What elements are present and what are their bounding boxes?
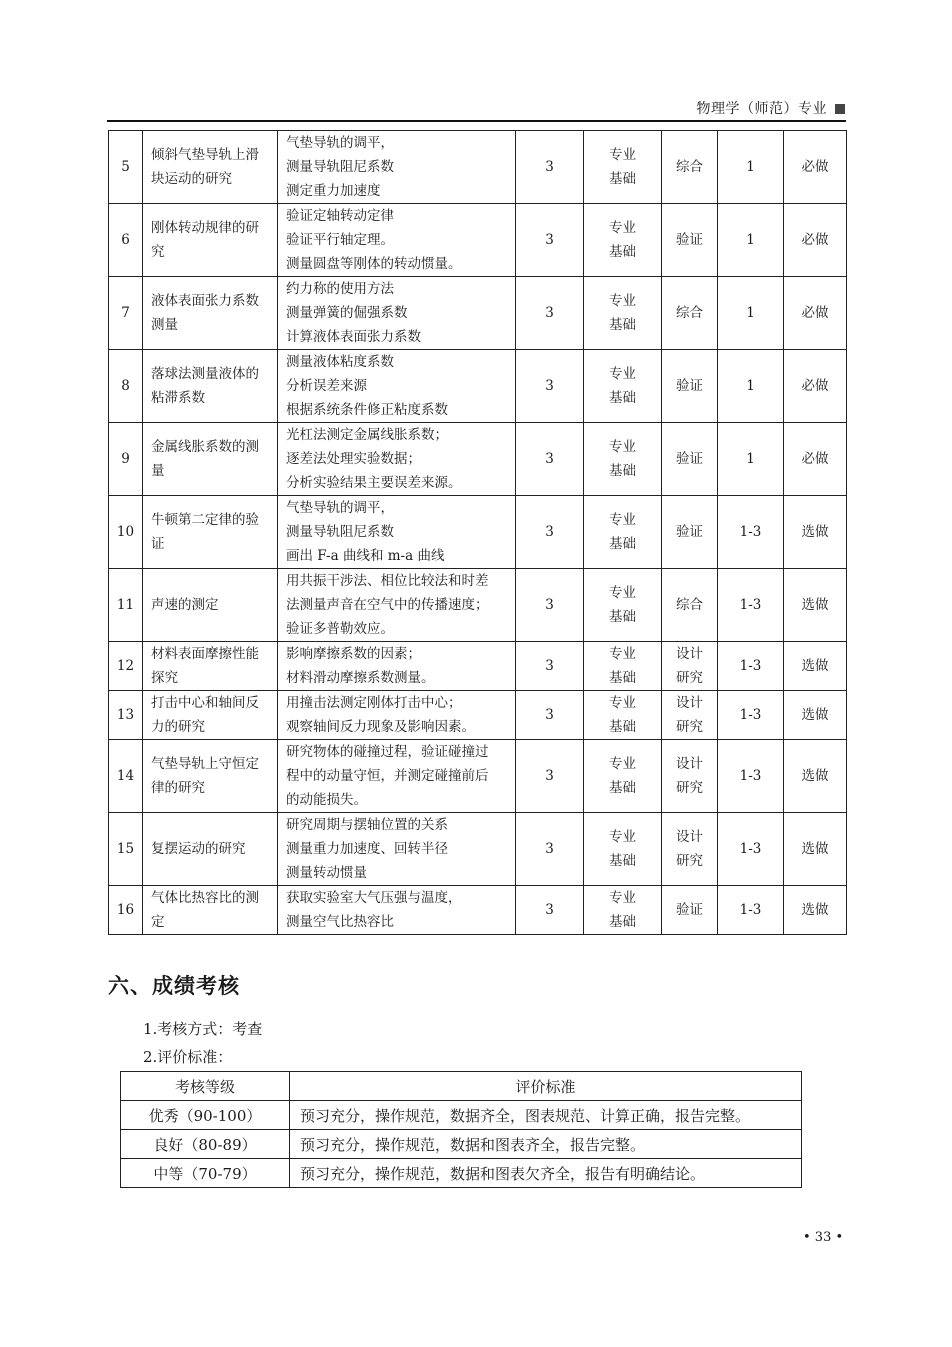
experiment-persons: 1: [718, 277, 784, 350]
experiment-hours: 3: [516, 642, 584, 691]
experiment-category-line: 基础: [609, 853, 636, 869]
experiment-content-line: 计算液体表面张力系数: [286, 329, 421, 345]
experiment-content-line: 验证多普勒效应。: [286, 621, 394, 637]
experiment-category-line: 基础: [609, 670, 636, 686]
experiment-category-line: 专业: [609, 646, 636, 662]
experiment-type-line: 验证: [676, 232, 703, 248]
experiment-category: [584, 496, 662, 569]
experiment-persons: 1: [718, 204, 784, 277]
experiment-type-line: 设计: [676, 646, 703, 662]
experiment-persons: 1: [718, 350, 784, 423]
experiment-content-line: 测量弹簧的倔强系数: [286, 305, 408, 321]
experiment-number: 7: [109, 277, 143, 350]
experiment-name-line: 倾斜气垫导轨上滑: [151, 147, 259, 163]
experiment-category-line: 专业: [609, 293, 636, 309]
experiment-content-line: 测量转动惯量: [286, 865, 367, 881]
experiment-content: [278, 350, 516, 423]
experiment-name-line: 声速的测定: [151, 597, 219, 613]
experiment-type-line: 研究: [676, 853, 703, 869]
experiment-row: [109, 813, 847, 886]
experiment-persons: 1-3: [718, 496, 784, 569]
experiment-number: 12: [109, 642, 143, 691]
experiment-row: [109, 569, 847, 642]
experiment-content-line: 程中的动量守恒，并测定碰撞前后: [286, 768, 489, 784]
experiment-name: [143, 569, 278, 642]
experiment-category: [584, 131, 662, 204]
experiment-hours: 3: [516, 277, 584, 350]
experiment-content-line: 气垫导轨的调平，: [286, 500, 394, 516]
running-header-title: 物理学（师范）专业: [696, 101, 827, 117]
experiment-persons: 1-3: [718, 740, 784, 813]
experiment-row: [109, 642, 847, 691]
experiment-content: [278, 642, 516, 691]
experiment-content: [278, 569, 516, 642]
experiment-content-line: 测定重力加速度: [286, 183, 381, 199]
experiment-name-line: 材料表面摩擦性能: [151, 646, 259, 662]
experiment-category-line: 专业: [609, 439, 636, 455]
assessment-method: 1.考核方式：考查: [143, 1020, 263, 1038]
experiment-name: [143, 886, 278, 935]
experiment-type-line: 验证: [676, 524, 703, 540]
experiment-row: [109, 131, 847, 204]
running-header: [697, 98, 846, 118]
experiment-name-line: 刚体转动规律的研: [151, 220, 259, 236]
square-bullet-icon: [835, 104, 845, 114]
experiment-type: [662, 423, 718, 496]
experiment-requirement: 选做: [784, 886, 847, 935]
experiment-content-line: 测量导轨阻尼系数: [286, 159, 394, 175]
experiment-persons: 1-3: [718, 886, 784, 935]
experiment-hours: 3: [516, 569, 584, 642]
experiment-requirement: 选做: [784, 642, 847, 691]
experiment-content-line: 气垫导轨的调平，: [286, 135, 394, 151]
experiment-category-line: 基础: [609, 171, 636, 187]
evaluation-standard-label: 2.评价标准：: [143, 1048, 233, 1066]
experiment-content: [278, 740, 516, 813]
grading-row: [121, 1130, 802, 1159]
experiment-hours: 3: [516, 813, 584, 886]
experiment-content-line: 测量圆盘等刚体的转动惯量。: [286, 256, 462, 272]
experiment-content-line: 研究周期与摆轴位置的关系: [286, 817, 448, 833]
experiment-hours: 3: [516, 691, 584, 740]
experiment-content: [278, 813, 516, 886]
experiment-category: [584, 886, 662, 935]
experiment-row: [109, 204, 847, 277]
experiment-number: 9: [109, 423, 143, 496]
experiment-type-line: 综合: [676, 597, 703, 613]
experiment-type: [662, 569, 718, 642]
experiment-type-line: 研究: [676, 780, 703, 796]
experiment-category: [584, 277, 662, 350]
experiment-hours: 3: [516, 496, 584, 569]
experiment-category-line: 专业: [609, 366, 636, 382]
experiment-hours: 3: [516, 350, 584, 423]
experiment-category: [584, 813, 662, 886]
grading-level: 优秀（90-100）: [121, 1101, 290, 1130]
experiment-category: [584, 642, 662, 691]
experiment-number: 8: [109, 350, 143, 423]
experiment-persons: 1: [718, 423, 784, 496]
experiment-content-line: 验证平行轴定理。: [286, 232, 394, 248]
experiment-category: [584, 350, 662, 423]
experiment-hours: 3: [516, 131, 584, 204]
experiment-category-line: 基础: [609, 317, 636, 333]
experiment-category-line: 专业: [609, 829, 636, 845]
experiment-content-line: 的动能损失。: [286, 792, 367, 808]
experiment-content-line: 约力称的使用方法: [286, 281, 394, 297]
experiment-type: [662, 642, 718, 691]
experiment-content: [278, 423, 516, 496]
experiment-name-line: 证: [151, 536, 165, 552]
experiment-requirement: 选做: [784, 496, 847, 569]
experiment-content-line: 材料滑动摩擦系数测量。: [286, 670, 435, 686]
experiment-name-line: 液体表面张力系数: [151, 293, 259, 309]
experiment-category-line: 专业: [609, 756, 636, 772]
experiment-name-line: 复摆运动的研究: [151, 841, 246, 857]
experiment-requirement: 必做: [784, 423, 847, 496]
experiment-number: 16: [109, 886, 143, 935]
experiment-type: [662, 691, 718, 740]
experiment-name-line: 究: [151, 244, 165, 260]
experiment-name-line: 力的研究: [151, 719, 205, 735]
grading-criteria: 预习充分，操作规范，数据和图表齐全，报告完整。: [290, 1130, 802, 1159]
experiment-name: [143, 813, 278, 886]
experiment-type-line: 综合: [676, 305, 703, 321]
grading-level: 中等（70-79）: [121, 1159, 290, 1188]
experiment-persons: 1-3: [718, 569, 784, 642]
experiment-category-line: 基础: [609, 390, 636, 406]
experiment-category-line: 基础: [609, 719, 636, 735]
experiment-type-line: 设计: [676, 756, 703, 772]
experiment-content-line: 研究物体的碰撞过程，验证碰撞过: [286, 744, 489, 760]
experiment-type: [662, 277, 718, 350]
experiment-type-line: 验证: [676, 451, 703, 467]
experiment-persons: 1-3: [718, 691, 784, 740]
experiment-content: [278, 204, 516, 277]
experiment-row: [109, 496, 847, 569]
experiment-row: [109, 277, 847, 350]
experiment-name: [143, 496, 278, 569]
experiment-name-line: 气垫导轨上守恒定: [151, 756, 259, 772]
experiment-requirement: 必做: [784, 204, 847, 277]
experiment-type-line: 验证: [676, 902, 703, 918]
experiment-content-line: 分析实验结果主要误差来源。: [286, 475, 462, 491]
experiment-name-line: 探究: [151, 670, 178, 686]
experiment-number: 5: [109, 131, 143, 204]
experiment-name: [143, 350, 278, 423]
experiment-number: 15: [109, 813, 143, 886]
experiment-name-line: 落球法测量液体的: [151, 366, 259, 382]
experiment-content-line: 测量重力加速度、回转半径: [286, 841, 448, 857]
experiment-name-line: 块运动的研究: [151, 171, 232, 187]
experiment-category: [584, 569, 662, 642]
experiment-hours: 3: [516, 204, 584, 277]
experiment-number: 13: [109, 691, 143, 740]
experiment-name: [143, 642, 278, 691]
experiment-category-line: 专业: [609, 512, 636, 528]
experiment-content-line: 影响摩擦系数的因素；: [286, 646, 421, 662]
experiment-type: [662, 813, 718, 886]
experiment-content-line: 用撞击法测定刚体打击中心；: [286, 695, 462, 711]
experiment-persons: 1-3: [718, 813, 784, 886]
experiment-content-line: 测量液体粘度系数: [286, 354, 394, 370]
experiment-category-line: 基础: [609, 914, 636, 930]
header-rule: [107, 120, 846, 122]
experiment-name: [143, 131, 278, 204]
experiment-category-line: 基础: [609, 536, 636, 552]
experiment-hours: 3: [516, 740, 584, 813]
experiment-category-line: 基础: [609, 463, 636, 479]
experiment-row: [109, 423, 847, 496]
experiment-type-line: 研究: [676, 670, 703, 686]
grading-header-row: [121, 1072, 802, 1101]
grading-header-criteria: 评价标准: [290, 1072, 802, 1101]
experiment-requirement: 选做: [784, 569, 847, 642]
experiment-requirement: 必做: [784, 350, 847, 423]
experiment-category: [584, 204, 662, 277]
experiment-category-line: 基础: [609, 780, 636, 796]
experiment-name-line: 粘滞系数: [151, 390, 205, 406]
grading-criteria: 预习充分，操作规范，数据和图表欠齐全，报告有明确结论。: [290, 1159, 802, 1188]
experiment-name-line: 定: [151, 914, 165, 930]
experiment-requirement: 必做: [784, 277, 847, 350]
grading-criteria: 预习充分，操作规范，数据齐全，图表规范、计算正确，报告完整。: [290, 1101, 802, 1130]
experiment-content-line: 光杠法测定金属线胀系数；: [286, 427, 448, 443]
experiment-content-line: 画出 F-a 曲线和 m-a 曲线: [286, 548, 445, 564]
section-title: 六、成绩考核: [108, 974, 240, 998]
experiment-row: [109, 740, 847, 813]
grading-table: [120, 1071, 802, 1188]
experiment-name-line: 测量: [151, 317, 178, 333]
experiment-type: [662, 740, 718, 813]
experiment-row: [109, 691, 847, 740]
experiment-category: [584, 423, 662, 496]
experiment-category: [584, 740, 662, 813]
experiment-category-line: 专业: [609, 890, 636, 906]
experiment-name-line: 律的研究: [151, 780, 205, 796]
experiment-hours: 3: [516, 886, 584, 935]
experiment-content-line: 逐差法处理实验数据；: [286, 451, 421, 467]
experiment-content-line: 法测量声音在空气中的传播速度；: [286, 597, 489, 613]
experiment-type: [662, 131, 718, 204]
experiment-requirement: 必做: [784, 131, 847, 204]
experiment-requirement: 选做: [784, 691, 847, 740]
experiment-content: [278, 131, 516, 204]
experiment-content-line: 根据系统条件修正粘度系数: [286, 402, 448, 418]
experiment-name-line: 量: [151, 463, 165, 479]
experiment-number: 14: [109, 740, 143, 813]
experiment-category-line: 基础: [609, 244, 636, 260]
experiment-number: 6: [109, 204, 143, 277]
experiment-name-line: 气体比热容比的测: [151, 890, 259, 906]
grading-row: [121, 1159, 802, 1188]
grading-level: 良好（80-89）: [121, 1130, 290, 1159]
experiment-hours: 3: [516, 423, 584, 496]
grading-row: [121, 1101, 802, 1130]
experiment-name: [143, 423, 278, 496]
experiment-content: [278, 691, 516, 740]
grading-header-level: 考核等级: [121, 1072, 290, 1101]
experiment-type-line: 验证: [676, 378, 703, 394]
experiment-name: [143, 691, 278, 740]
experiment-requirement: 选做: [784, 813, 847, 886]
experiment-category-line: 基础: [609, 609, 636, 625]
experiment-category: [584, 691, 662, 740]
experiment-type: [662, 204, 718, 277]
experiment-number: 10: [109, 496, 143, 569]
experiment-category-line: 专业: [609, 147, 636, 163]
experiment-category-line: 专业: [609, 220, 636, 236]
experiment-content: [278, 277, 516, 350]
experiment-type-line: 综合: [676, 159, 703, 175]
experiment-requirement: 选做: [784, 740, 847, 813]
experiment-content-line: 观察轴间反力现象及影响因素。: [286, 719, 475, 735]
experiment-persons: 1: [718, 131, 784, 204]
experiment-category-line: 专业: [609, 585, 636, 601]
experiment-row: [109, 886, 847, 935]
experiment-content-line: 测量导轨阻尼系数: [286, 524, 394, 540]
experiment-type: [662, 496, 718, 569]
experiment-type-line: 设计: [676, 695, 703, 711]
experiment-type: [662, 350, 718, 423]
experiment-name: [143, 204, 278, 277]
experiment-content: [278, 886, 516, 935]
experiment-name: [143, 740, 278, 813]
experiment-type-line: 研究: [676, 719, 703, 735]
experiment-content-line: 获取实验室大气压强与温度，: [286, 890, 462, 906]
experiment-name-line: 牛顿第二定律的验: [151, 512, 259, 528]
experiment-row: [109, 350, 847, 423]
experiment-content-line: 测量空气比热容比: [286, 914, 394, 930]
experiment-table-body: [109, 131, 847, 935]
experiment-type-line: 设计: [676, 829, 703, 845]
experiment-content-line: 分析误差来源: [286, 378, 367, 394]
experiment-content-line: 用共振干涉法、相位比较法和时差: [286, 573, 489, 589]
experiment-name: [143, 277, 278, 350]
experiment-category-line: 专业: [609, 695, 636, 711]
page-number: • 33 •: [803, 1230, 844, 1245]
experiment-name-line: 金属线胀系数的测: [151, 439, 259, 455]
experiment-type: [662, 886, 718, 935]
experiment-content: [278, 496, 516, 569]
experiment-number: 11: [109, 569, 143, 642]
experiment-content-line: 验证定轴转动定律: [286, 208, 394, 224]
experiment-persons: 1-3: [718, 642, 784, 691]
experiment-table: [108, 130, 847, 935]
experiment-name-line: 打击中心和轴间反: [151, 695, 259, 711]
